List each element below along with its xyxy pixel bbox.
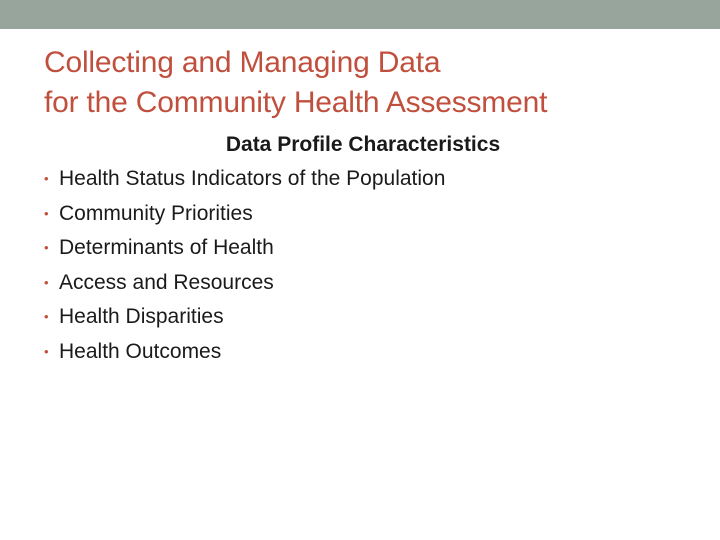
bullet-icon: • [44, 171, 49, 186]
bullet-text: Determinants of Health [59, 236, 274, 260]
bullet-item [44, 302, 445, 337]
bullet-text: Health Outcomes [59, 339, 222, 363]
bullet-item [44, 199, 445, 234]
bullet-icon: • [44, 343, 49, 359]
bullet-icon: • [44, 274, 49, 290]
bullet-item [44, 233, 445, 268]
bullet-text: Health Status Indicators of the Population [59, 167, 446, 190]
slide-title-line-2: for the Community Health Assessment [44, 86, 548, 119]
top-decorative-bar [0, 0, 720, 29]
slide-title [44, 43, 704, 123]
bullet-text: Access and Resources [59, 270, 274, 294]
bullet-item [44, 164, 445, 199]
slide-title-line-1: Collecting and Managing Data [44, 46, 441, 79]
bullet-icon: • [44, 309, 49, 325]
bullet-icon: • [44, 240, 49, 256]
bullet-item [44, 337, 445, 372]
bullet-text: Community Priorities [59, 201, 253, 225]
slide-subheading: Data Profile Characteristics [225, 133, 501, 156]
bullet-icon: • [44, 205, 49, 221]
bullet-text: Health Disparities [59, 305, 224, 329]
bullet-item [44, 268, 445, 303]
bullet-list [44, 164, 445, 372]
